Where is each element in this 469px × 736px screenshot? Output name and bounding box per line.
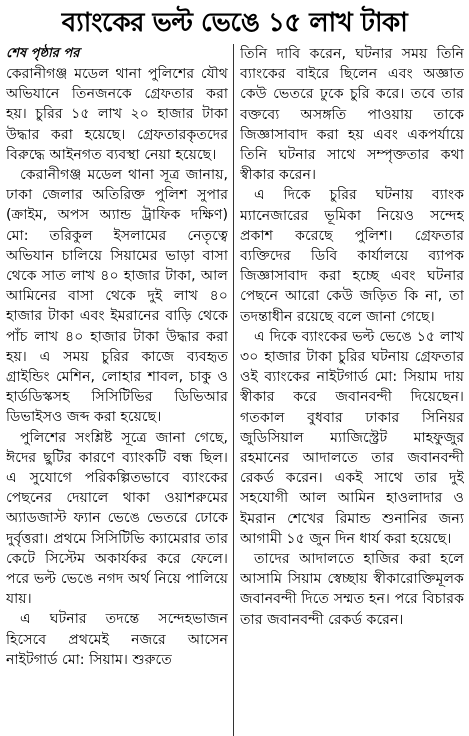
column-divider [233,44,234,736]
paragraph: কেরানীগঞ্জ মডেল থানা সূত্র জানায়, ঢাকা জেলার অতিরিক্ত পুলিশ সুপার (ক্রাইম, অপস অ্যান্ড ট্রাফিক দক্ষিণ) মো: তরিকুল ইসলামের নেতৃত্বে অভিযান চালিয়ে সিয়ামের ভাড়া বাসা থেকে সাত লাখ ৪০ হাজার টাকা, আল আমিনের বাসা থেকে দুই লাখ ৪০ হাজার টাকা এবং ইমরানের বাড়ি থেকে পাঁচ লাখ ৪০ হাজার টাকা উদ্ধার করা হয়। এ সময় চুরির কাজে ব্যবহৃত গ্রাইন্ডিং মেশিন, লোহার শাবল, চাকু ও হার্ডডিস্কসহ সিসিটিভির ডিভিআর ডিভাইসও জব্দ করা হয়েছে। [6,167,228,426]
paragraph: তিনি দাবি করেন, ঘটনার সময় তিনি ব্যাংকের বাইরে ছিলেন এবং অজ্ঞাত কেউ ভেতরে ঢুকে চুরি করে। তবে তার বক্তব্যে অসঙ্গতি পাওয়ায় তাকে জিজ্ঞাসাবাদ করা হয় এবং একপর্যায়ে তিনি ঘটনার সাথে সম্পৃক্ততার কথা স্বীকার করেন। [240,46,464,184]
paragraph: এ দিকে ব্যাংকের ভল্ট ভেঙে ১৫ লাখ ৩০ হাজার টাকা চুরির ঘটনায় গ্রেফতার ওই ব্যাংকের নাইটগার্ড মো: সিয়াম দায় স্বীকার করে জবানবন্দী দিয়েছেন। গতকাল বুধবার ঢাকার সিনিয়র জুডিসিয়াল ম্যাজিস্ট্রেট মাহফুজুর রহমানের আদালতে তার জবানবন্দী রেকর্ড করেন। একই সাথে তার দুই সহযোগী আল আমিন হাওলাদার ও ইমরান শেখের রিমান্ড শুনানির জন্য আগামী ১৫ জুন দিন ধার্য করা হয়েছে। [240,328,464,547]
dateline: শেষ পৃষ্ঠার পর [6,46,80,61]
column-left [6,44,228,736]
paragraph: এ ঘটনার তদন্তে সন্দেহভাজন হিসেবে প্রথমেই নজরে আসেন নাইটগার্ড মো: সিয়াম। শুরুতে [6,611,228,668]
paragraph: কেরানীগঞ্জ মডেল থানা পুলিশের যৌথ অভিযানে তিনজনকে গ্রেফতার করা হয়। চুরির ১৫ লাখ ২০ হাজার টাকা উদ্ধার করা হয়েছে। গ্রেফতারকৃতদের বিরুদ্ধে আইনগত ব্যবস্থা নেয়া হয়েছে। [6,66,228,163]
paragraph: পুলিশের সংশ্লিষ্ট সূত্রে জানা গেছে, ঈদের ছুটির কারণে ব্যাংকটি বন্ধ ছিল। এ সুযোগে পরিকল্পিতভাবে ব্যাংকের পেছনের দেয়ালে থাকা ওয়াশরুমের অ্যাডজাস্ট ফ্যান ভেঙে ভেতরে ঢোকে দুর্বৃত্তরা। প্রথমে সিসিটিভি ক্যামেরার তার কেটে সিস্টেম অকার্যকর করে ফেলে। পরে ভল্ট ভেঙে নগদ অর্থ নিয়ে পালিয়ে যায়। [6,429,228,608]
column-right [240,44,464,736]
paragraph: তাদের আদালতে হাজির করা হলে আসামি সিয়াম স্বেচ্ছায় স্বীকারোক্তিমূলক জবানবন্দী দিতে সম্মত হন। পরে বিচারক তার জবানবন্দী রেকর্ড করেন। [240,551,464,628]
headline: ব্যাংকের ভল্ট ভেঙে ১৫ লাখ টাকা [61,8,408,38]
paragraph: এ দিকে চুরির ঘটনায় ব্যাংক ম্যানেজারের ভূমিকা নিয়েও সন্দেহ প্রকাশ করেছে পুলিশ। গ্রেফতার ব্যক্তিদের ডিবি কার্যালয়ে ব্যাপক জিজ্ঞাসাবাদ করা হচ্ছে এবং ঘটনার পেছনে আরো কেউ জড়িত কি না, তা তদন্তাধীন রয়েছে বলে জানা গেছে। [240,187,464,325]
